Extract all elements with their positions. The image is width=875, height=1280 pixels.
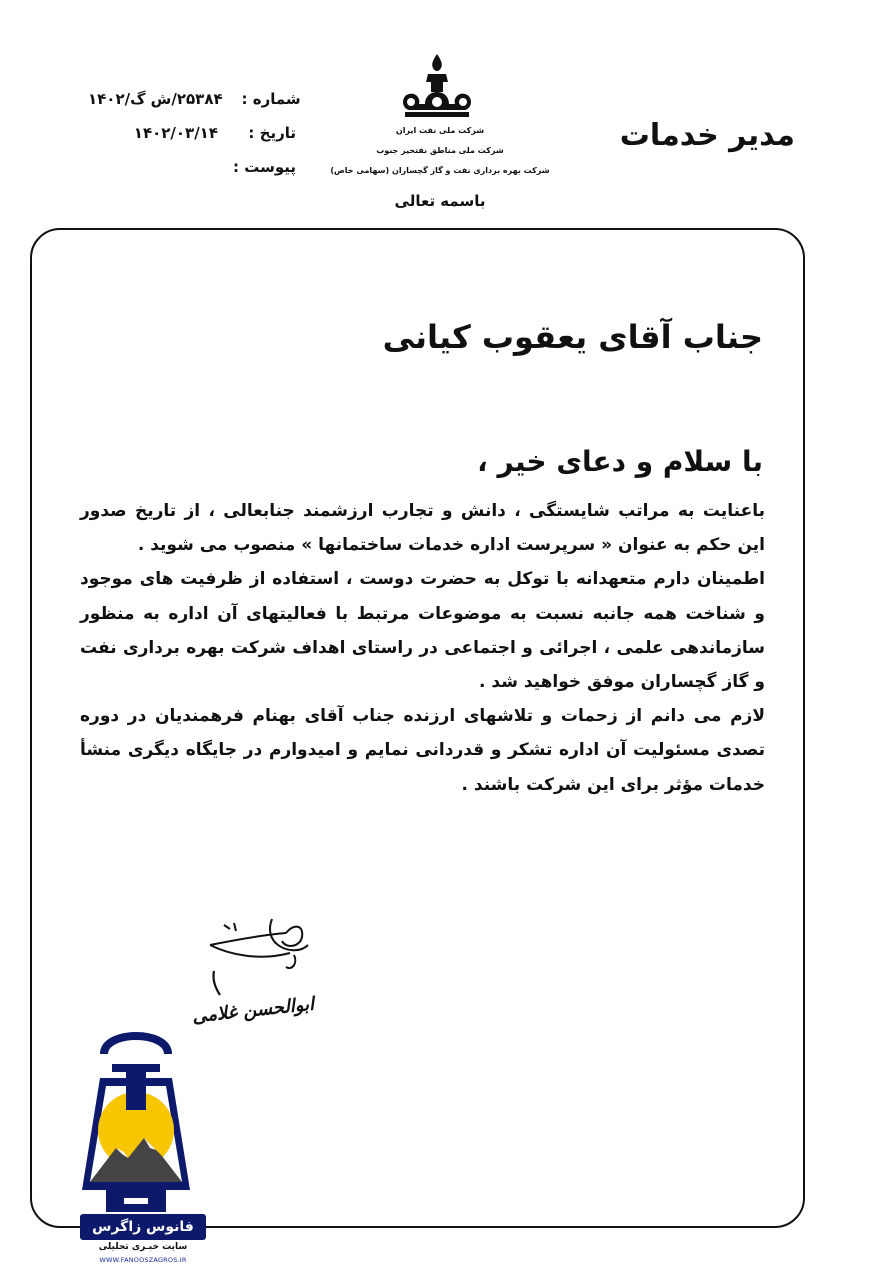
watermark-brand: فانوس زاگرس — [80, 1214, 206, 1240]
greeting: با سلام و دعای خیر ، — [477, 445, 763, 478]
letter-date — [88, 124, 296, 142]
watermark-url: WWW.FANOOSZAGROS.IR — [99, 1256, 187, 1264]
letter-number-value: ۲۵۳۸۴/ش گ/۱۴۰۲ — [88, 90, 223, 108]
basmala: باسمه تعالی — [394, 192, 486, 210]
position-title: « سرپرست اداره خدمات ساختمانها » — [301, 535, 613, 556]
letter-number-label: شماره : — [241, 90, 301, 108]
signer-name: ابوالحسن غلامی — [191, 993, 316, 1028]
paragraph-appointment: باعنایت به مراتب شایستگی ، دانش و تجارب ارزشمند جنابعالی ، از تاریخ صدور این حکم به عنوان « سرپرست اداره خدمات ساختمانها » منصوب می شوید . — [80, 501, 765, 556]
letter-number — [88, 90, 301, 108]
org-line-1: شرکت ملی نفت ایران — [395, 126, 485, 135]
department-title: مدیر خدمات — [619, 118, 795, 153]
letter-attachment — [88, 158, 296, 176]
letter-body — [80, 494, 765, 802]
nioc-logo-icon — [395, 52, 479, 122]
paragraph-thanks: لازم می دانم از زحمات و تلاشهای ارزنده جناب آقای بهنام فرهمندیان در دوره تصدی مسئولیت آن اداره تشکر و قدردانی نمایم و امیدوارم در جایگاه دیگری منشأ خدمات مؤثر برای این شرکت باشند . — [80, 706, 765, 795]
recipient: جناب آقای یعقوب کیانی — [382, 318, 763, 356]
paragraph-confidence: اطمینان دارم متعهدانه با توکل به حضرت دوست ، استفاده از ظرفیت های موجود و شناخت همه جانبه نسبت به موضوعات مرتبط با فعالیتهای آن اداره به منظور سازماندهی علمی ، اجرائی و اجتماعی در راستای اهداف شرکت بهره برداری نفت و گاز گچساران موفق خواهید شد . — [80, 569, 765, 693]
letter-date-value: ۱۴۰۲/۰۳/۱۴ — [133, 124, 218, 142]
org-line-3: شرکت بهره برداری نفت و گاز گچساران (سهامی خاص) — [330, 166, 550, 175]
letter-attachment-label: پیوست : — [232, 158, 296, 176]
org-line-2: شرکت ملی مناطق نفتخیز جنوب — [376, 146, 504, 155]
watermark-subtitle: سایت خبـری تحلیلی — [98, 1242, 188, 1252]
letter-date-label: تاریخ : — [248, 124, 296, 142]
